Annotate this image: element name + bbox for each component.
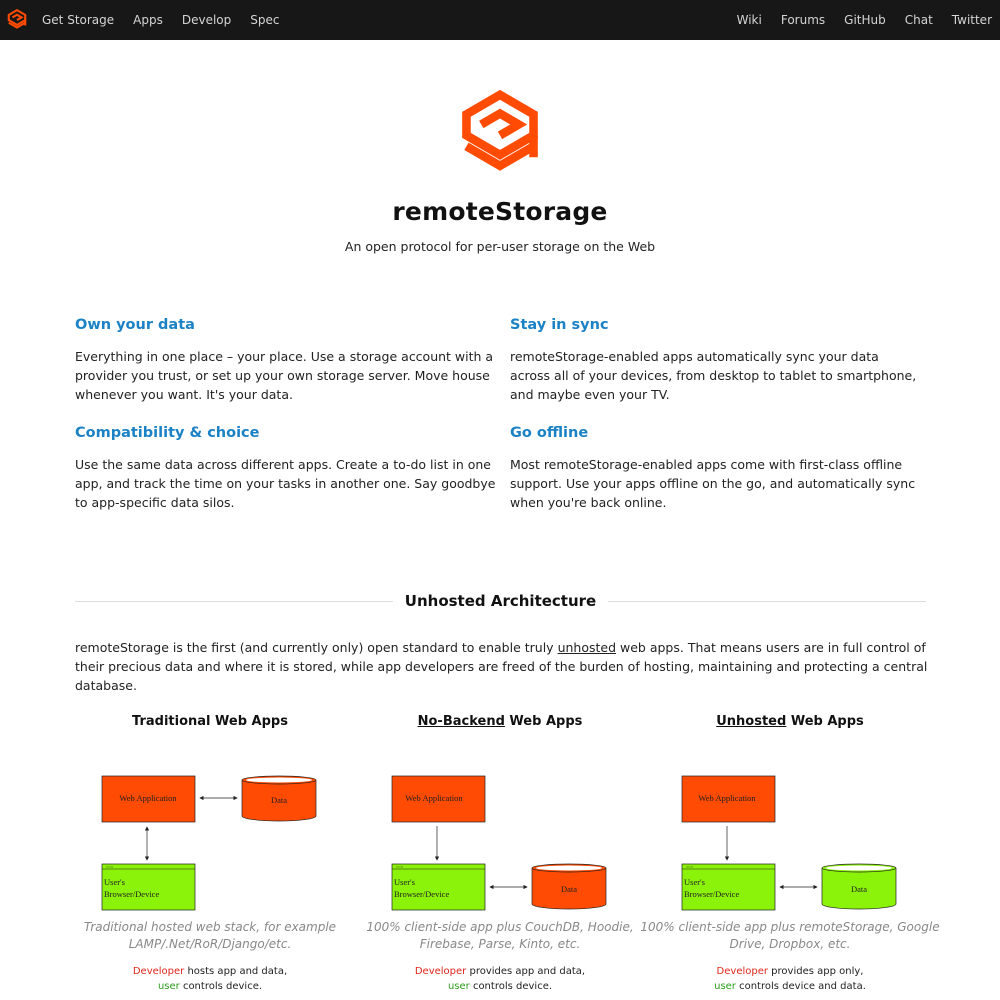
column-title bbox=[60, 712, 360, 732]
column-title-text: Web Apps bbox=[786, 714, 864, 729]
user-label: user bbox=[157, 981, 180, 992]
browser-device-box bbox=[102, 864, 195, 910]
browser-device-box bbox=[392, 864, 485, 910]
column-caption: 100% client-side app plus CouchDB, Hoodie, Firebase, Parse, Kinto, etc. bbox=[366, 920, 634, 951]
divider bbox=[608, 601, 926, 602]
top-navigation bbox=[0, 0, 1000, 40]
nav-left bbox=[7, 9, 298, 31]
svg-text:○○○: ○○○ bbox=[686, 864, 694, 869]
developer-label: Developer bbox=[132, 966, 185, 977]
page-title: remoteStorage bbox=[392, 197, 608, 226]
browser-label-line2: Browser/Device bbox=[104, 889, 160, 899]
column-title-text: Traditional Web Apps bbox=[132, 714, 288, 729]
section-title: Unhosted Architecture bbox=[404, 592, 597, 610]
role-text: controls device. bbox=[469, 981, 553, 992]
column-roles bbox=[640, 964, 940, 994]
column-roles bbox=[60, 964, 360, 994]
data-label: Data bbox=[560, 884, 578, 894]
role-text: hosts app and data, bbox=[184, 966, 288, 977]
page-tagline: An open protocol for per-user storage on the Web bbox=[344, 239, 656, 254]
nav-link-wiki[interactable]: Wiki bbox=[736, 13, 762, 27]
remotestorage-logo-icon bbox=[461, 90, 539, 180]
nav-link-get-storage[interactable]: Get Storage bbox=[42, 13, 115, 27]
architecture-comparison bbox=[60, 712, 940, 994]
diagram-no-backend bbox=[380, 754, 620, 904]
developer-label: Developer bbox=[414, 966, 467, 977]
column-title-underlined: Unhosted bbox=[716, 714, 787, 729]
feature-text: Everything in one place – your place. Use a storage account with a provider you trust, or set up your own storage server. Move house whenever you want. It's your data. bbox=[75, 349, 494, 402]
nav-link-twitter[interactable]: Twitter bbox=[951, 13, 992, 27]
web-application-box bbox=[102, 776, 195, 822]
user-label: user bbox=[447, 981, 470, 992]
section-heading bbox=[75, 590, 926, 612]
feature-title: Go offline bbox=[510, 425, 589, 441]
browser-device-box bbox=[682, 864, 775, 910]
data-label: Data bbox=[850, 884, 868, 894]
nav-link-github[interactable]: GitHub bbox=[844, 13, 886, 27]
column-title bbox=[640, 712, 940, 732]
developer-label: Developer bbox=[716, 966, 768, 977]
column-no-backend bbox=[360, 712, 640, 994]
feature-grid bbox=[75, 315, 930, 512]
role-text: controls device. bbox=[179, 981, 263, 992]
hero bbox=[0, 40, 1000, 254]
web-app-label: Web Application bbox=[698, 793, 756, 803]
role-text: provides app and data, bbox=[466, 966, 586, 977]
unhosted-link[interactable]: unhosted bbox=[557, 640, 617, 655]
feature-go-offline bbox=[510, 423, 930, 512]
feature-text: Most remoteStorage-enabled apps come with first-class offline support. Use your apps offline on the go, and automatically sync when you're back online. bbox=[510, 457, 916, 510]
column-unhosted bbox=[640, 712, 940, 994]
nav-right bbox=[718, 13, 992, 27]
column-title bbox=[360, 712, 640, 732]
column-title-text: Web Apps bbox=[504, 714, 583, 729]
remotestorage-logo-icon[interactable] bbox=[7, 9, 27, 31]
divider bbox=[75, 601, 393, 602]
browser-label-line2: Browser/Device bbox=[394, 889, 450, 899]
data-cylinder bbox=[822, 864, 896, 909]
browser-label-line2: Browser/Device bbox=[684, 889, 740, 899]
svg-text:○○○: ○○○ bbox=[106, 864, 114, 869]
feature-compatibility-choice bbox=[75, 423, 510, 512]
feature-title: Own your data bbox=[75, 317, 195, 333]
web-app-label: Web Application bbox=[119, 793, 177, 803]
nav-link-chat[interactable]: Chat bbox=[904, 13, 933, 27]
user-label: user bbox=[714, 981, 736, 992]
feature-text: remoteStorage-enabled apps automatically sync your data across all of your devices, from desktop to tablet to smartphone, and maybe even your TV. bbox=[510, 349, 917, 402]
web-application-box bbox=[682, 776, 775, 822]
browser-label-line1: User's bbox=[684, 877, 705, 887]
intro-text: remoteStorage is the first (and currently only) open standard to enable truly bbox=[75, 640, 558, 655]
architecture-intro bbox=[75, 638, 935, 695]
nav-link-apps[interactable]: Apps bbox=[133, 13, 163, 27]
browser-label-line1: User's bbox=[104, 877, 125, 887]
web-application-box bbox=[392, 776, 485, 822]
diagram-traditional bbox=[90, 754, 330, 904]
nav-link-develop[interactable]: Develop bbox=[181, 13, 232, 27]
browser-label-line1: User's bbox=[394, 877, 415, 887]
intro-text: web apps. That means users are in full control of their precious data and where it is stored, while app developers are freed of the burden of hosting, maintaining and protecting a central database. bbox=[75, 640, 928, 693]
role-text: controls device and data. bbox=[735, 981, 866, 992]
nav-link-forums[interactable]: Forums bbox=[780, 13, 826, 27]
diagram-unhosted bbox=[670, 754, 910, 904]
column-roles bbox=[360, 964, 640, 994]
nav-link-spec[interactable]: Spec bbox=[250, 13, 280, 27]
feature-title: Compatibility & choice bbox=[75, 425, 260, 441]
data-cylinder bbox=[532, 864, 606, 909]
column-caption: Traditional hosted web stack, for example LAMP/.Net/RoR/Django/etc. bbox=[83, 920, 337, 951]
web-app-label: Web Application bbox=[405, 793, 463, 803]
role-text: provides app only, bbox=[767, 966, 864, 977]
column-traditional bbox=[60, 712, 360, 994]
feature-own-your-data bbox=[75, 315, 510, 404]
data-label: Data bbox=[270, 795, 288, 805]
svg-text:○○○: ○○○ bbox=[396, 864, 404, 869]
feature-title: Stay in sync bbox=[510, 317, 609, 333]
feature-stay-in-sync bbox=[510, 315, 930, 404]
data-cylinder bbox=[242, 776, 316, 821]
column-caption: 100% client-side app plus remoteStorage, Google Drive, Dropbox, etc. bbox=[640, 920, 940, 951]
column-title-underlined: No-Backend bbox=[417, 714, 505, 729]
feature-text: Use the same data across different apps. Create a to-do list in one app, and track the time on your tasks in another one. Say goodbye to app-specific data silos. bbox=[75, 457, 496, 510]
